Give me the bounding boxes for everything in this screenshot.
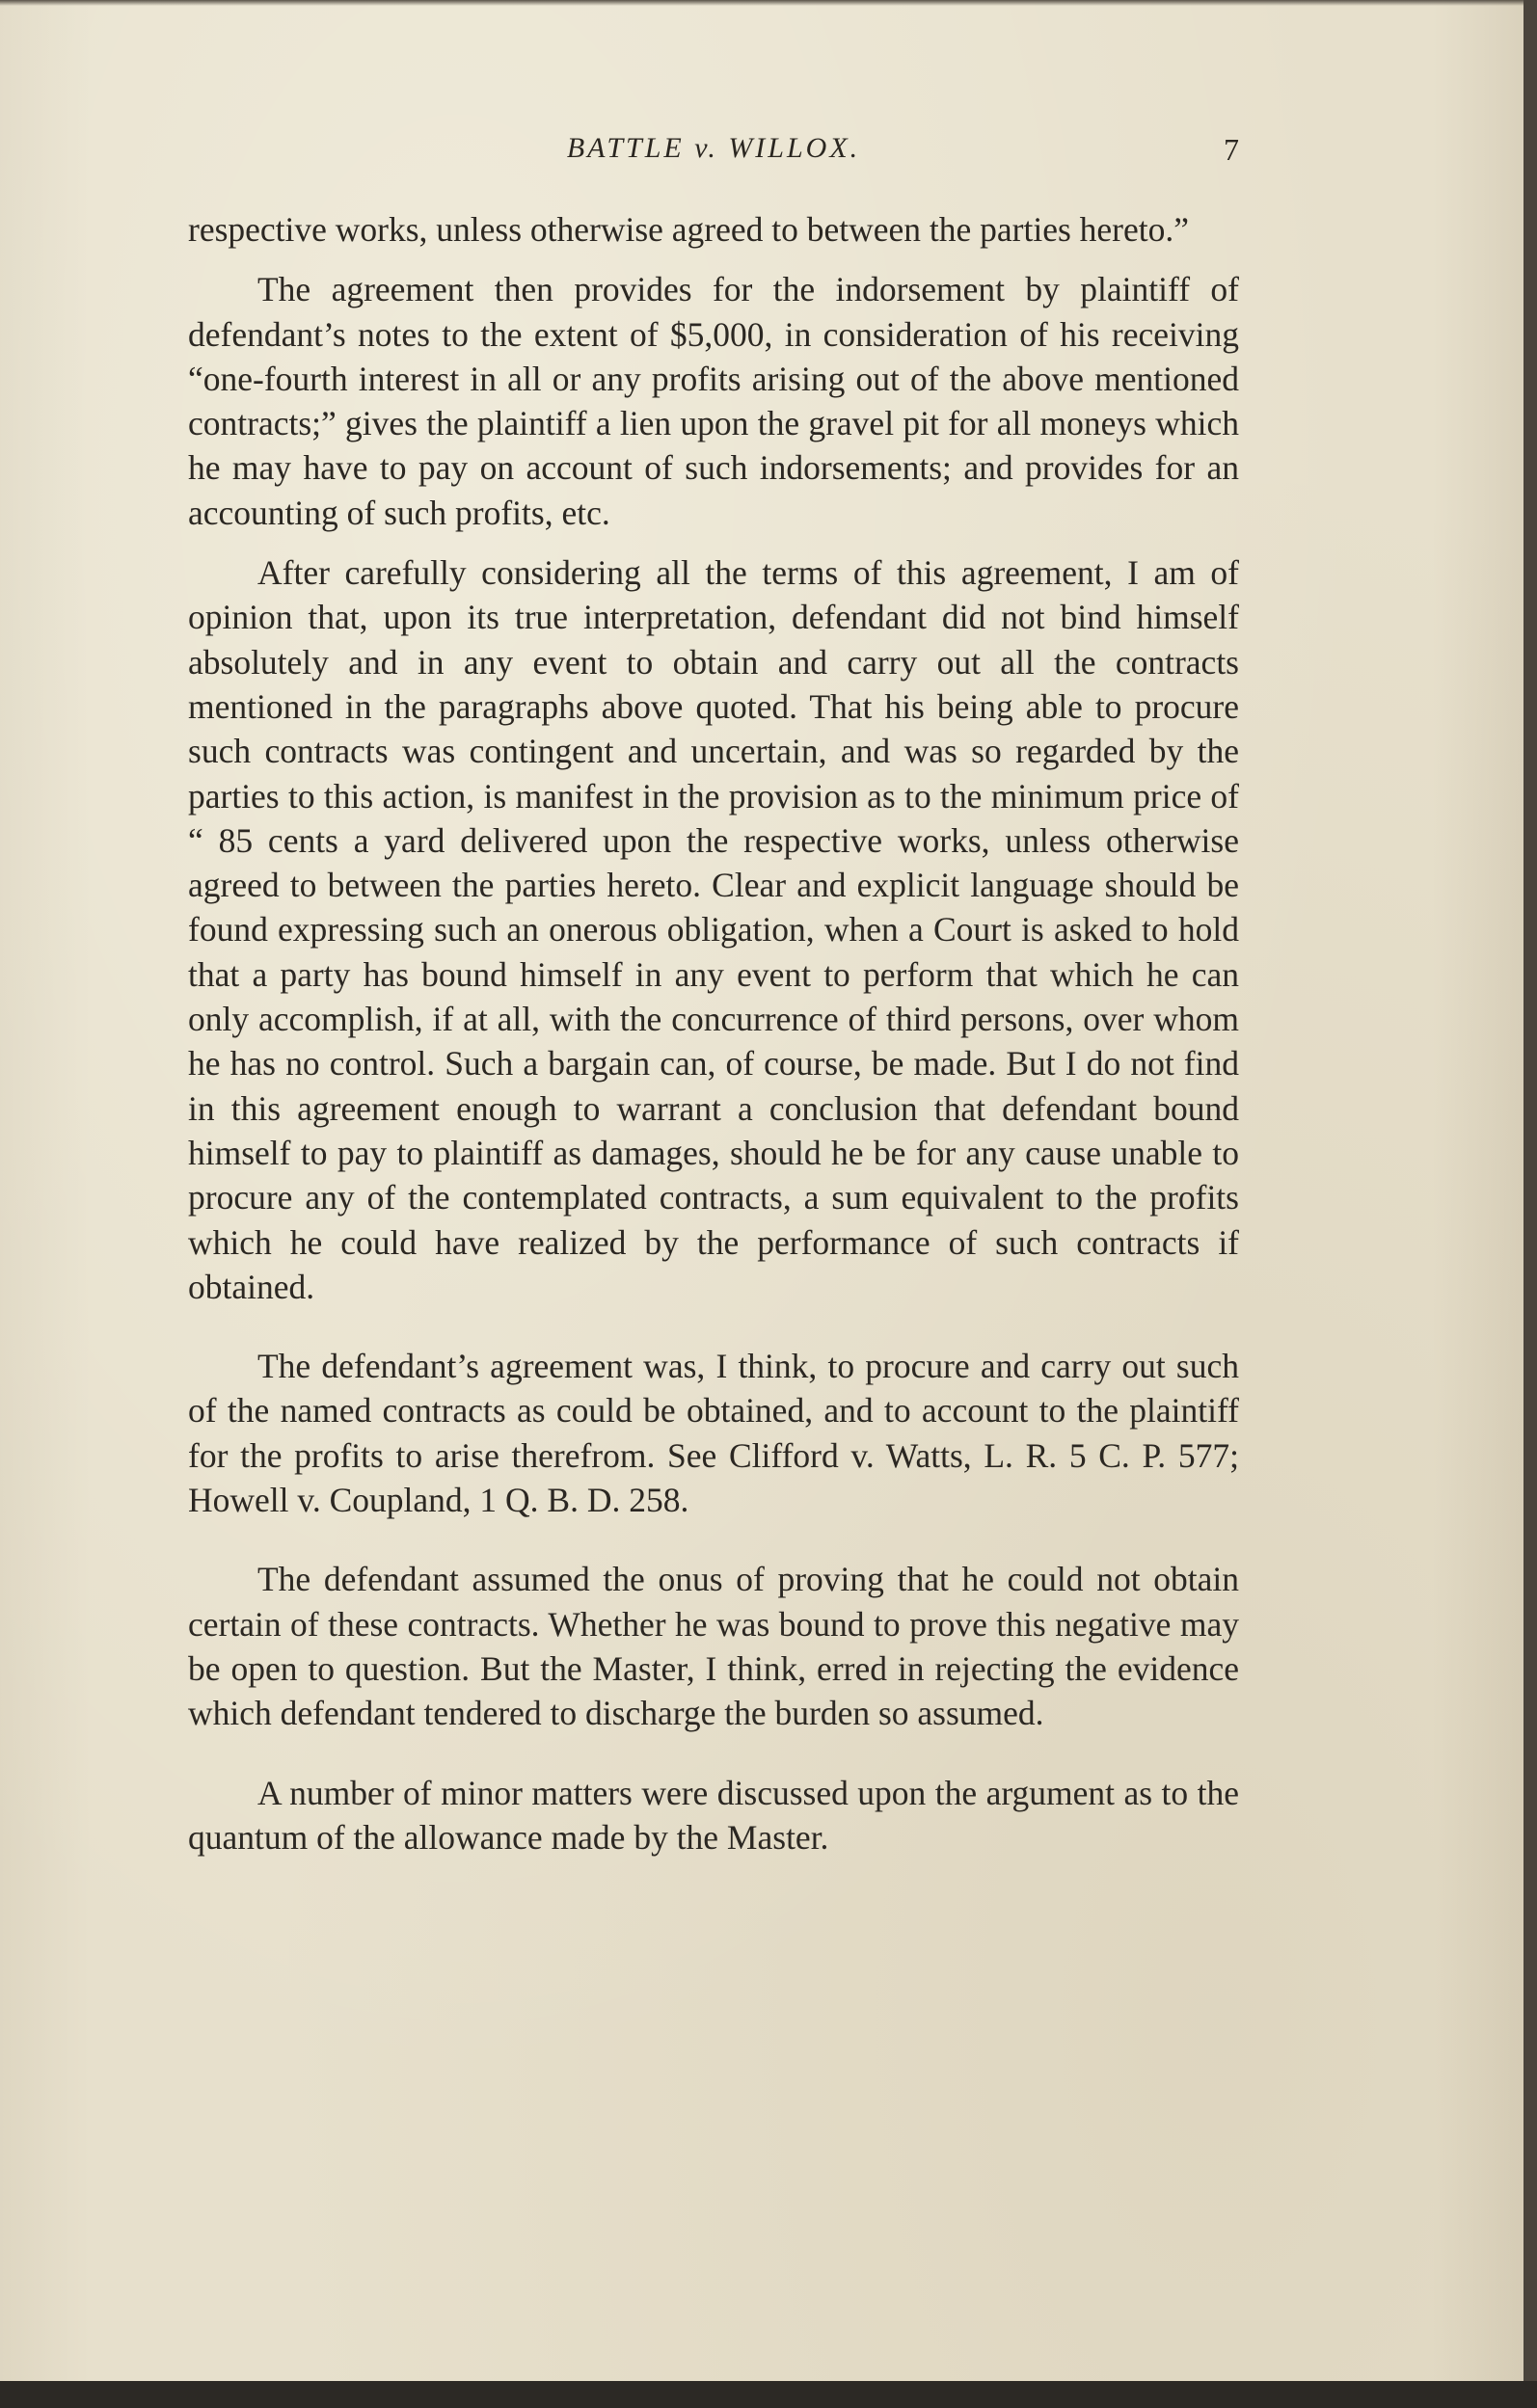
paragraph: The defendant assumed the onus of proving that he could not obtain certain of these contracts. Whether he was bound to prove this negative may be open to question. But the Master, I think, erred in rejecting the evidence which defendant tendered to discharge the burden so assumed. bbox=[188, 1560, 1239, 1733]
paragraph-continued: respective works, unless otherwise agreed to between the parties hereto.” bbox=[188, 210, 1189, 249]
running-title: BATTLE v. WILLOX. bbox=[566, 132, 861, 164]
page-top-edge bbox=[0, 0, 1524, 6]
paragraph: The defendant’s agreement was, I think, to procure and carry out such of the named contracts as could be obtained, and to account to the plaintiff for the profits to arise therefrom. See Clifford v. Watts, L. R. 5 C. P. 577; Howell v. Coupland, 1 Q. B. D. 258. bbox=[188, 1347, 1239, 1520]
page-right-edge bbox=[1524, 0, 1537, 2408]
paragraph: A number of minor matters were discussed upon the argument as to the quantum of the allowance made by the Master. bbox=[188, 1773, 1239, 1857]
page-number: 7 bbox=[1224, 132, 1239, 167]
paragraph: After carefully considering all the terms of this agreement, I am of opinion that, upon its true interpretation, defendant did not bind himself absolutely and in any event to obtain and carry out all the contracts mentioned in the paragraphs above quoted. That his being able to procure such contracts was contingent and uncertain, and was so regarded by the parties to this action, is manifest in the provision as to the minimum price of “ 85 cents a yard delivered upon the respective works, unless otherwise agreed to between the parties hereto. Clear and explicit language should be found expressing such an onerous obligation, when a Court is asked to hold that a party has bound himself in any event to perform that which he can only accomplish, if at all, with the concurrence of third persons, over whom he has no control. Such a bargain can, of course, be made. But I do not find in this agreement enough to warrant a conclusion that defendant bound himself to pay to plaintiff as damages, should he be for any cause unable to procure any of the contemplated contracts, a sum equivalent to the profits which he could have realized by the performance of such contracts if obtained. bbox=[188, 553, 1239, 1306]
page-bottom-edge bbox=[0, 2381, 1537, 2408]
paragraph: The agreement then provides for the indorsement by plaintiff of defendant’s notes to the extent of $5,000, in consideration of his receiving “one-fourth interest in all or any profits arising out of the above mentioned contracts;” gives the plaintiff a lien upon the gravel pit for all moneys which he may have to pay on account of such indorsements; and provides for an accounting of such profits, etc. bbox=[188, 270, 1239, 532]
page-header bbox=[188, 132, 1239, 180]
body-text bbox=[188, 207, 1239, 1860]
